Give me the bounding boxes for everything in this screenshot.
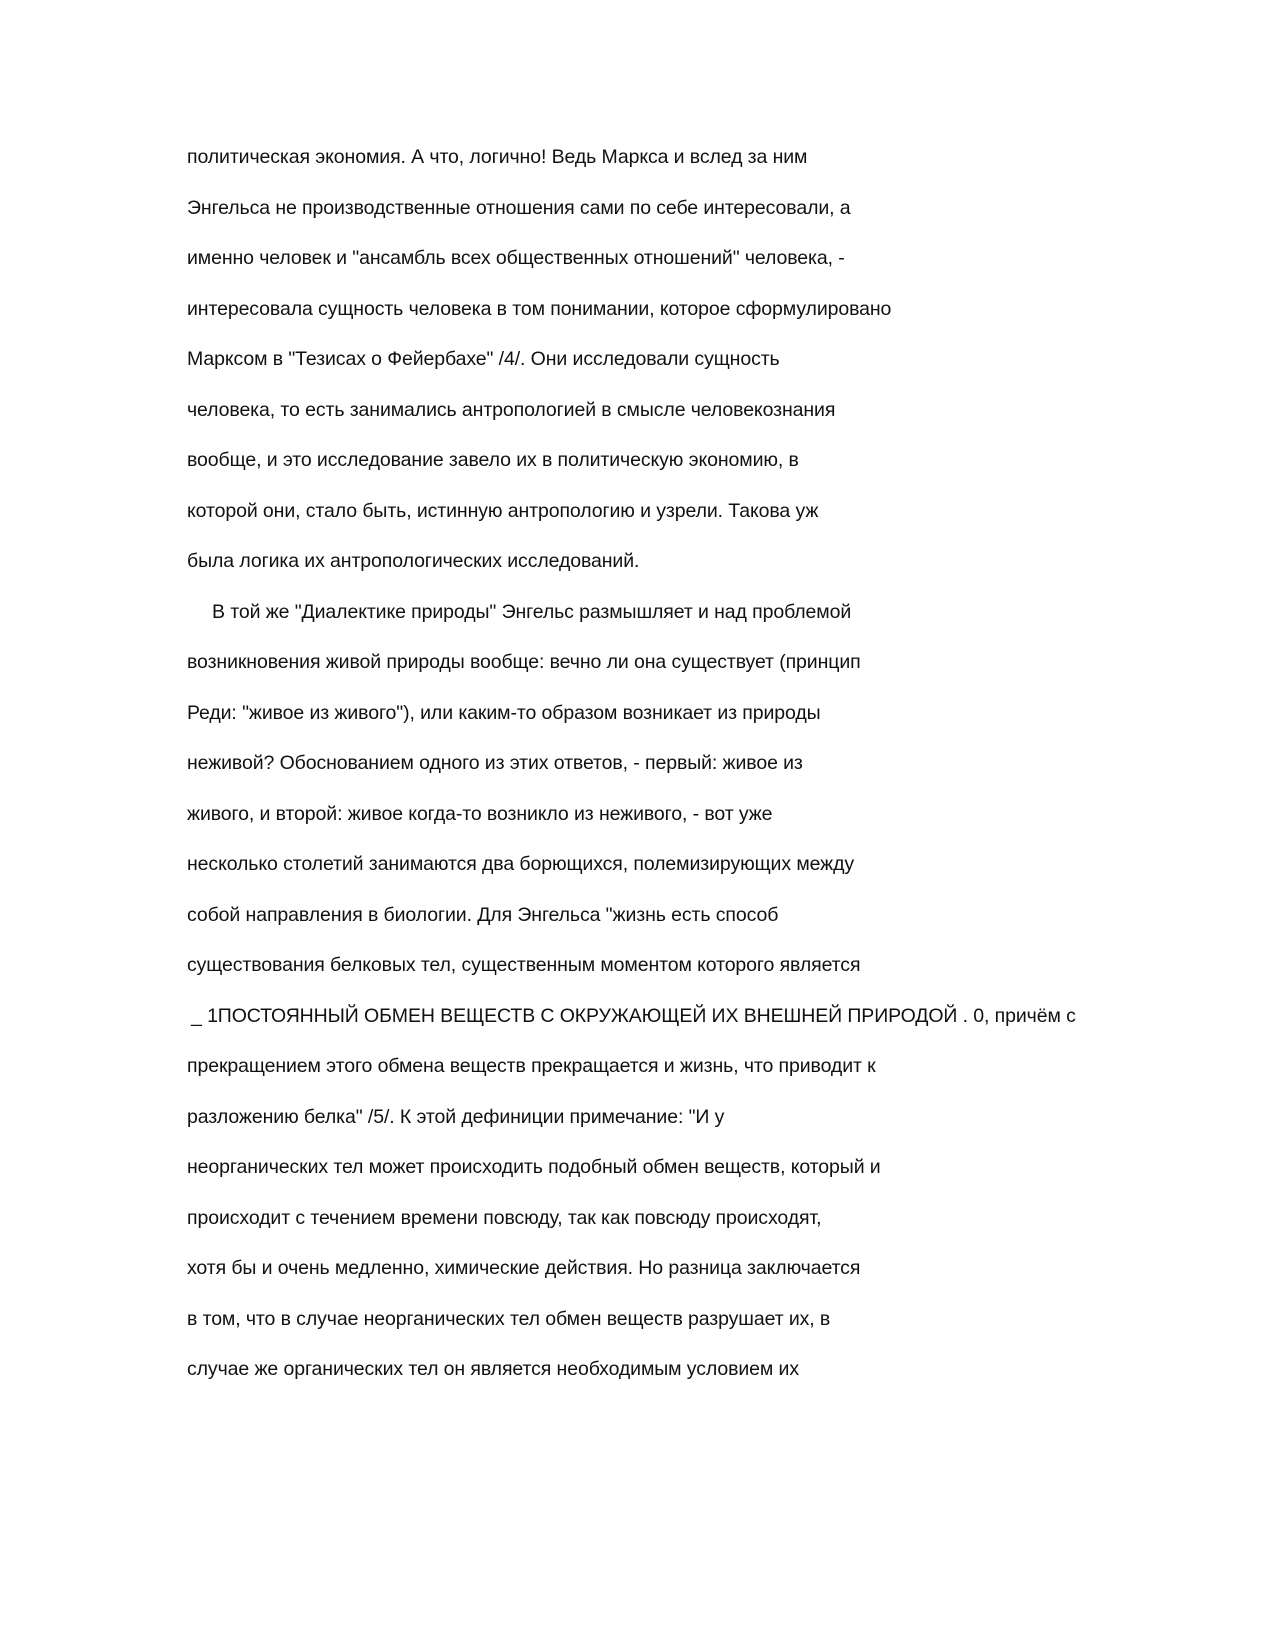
text-line: возникновения живой природы вообще: вечно ли она существует (принцип xyxy=(187,651,861,673)
text-line: человека, то есть занимались антропологией в смысле человекознания xyxy=(187,399,836,421)
text-line: была логика их антропологических исследований. xyxy=(187,550,640,572)
text-line: интересовала сущность человека в том понимании, которое сформулировано xyxy=(187,298,892,320)
text-line: несколько столетий занимаются два борющихся, полемизирующих между xyxy=(187,853,855,875)
text-line-uppercase: _ 1ПОСТОЯННЫЙ ОБМЕН ВЕЩЕСТВ С ОКРУЖАЮЩЕЙ ИХ ВНЕШНЕЙ ПРИРОДОЙ . 0, причём с xyxy=(191,1005,1076,1027)
text-line: Энгельса не производственные отношения сами по себе интересовали, а xyxy=(187,197,851,219)
text-line: существования белковых тел, существенным моментом которого является xyxy=(187,954,861,976)
text-line: Марксом в "Тезисах о Фейербахе" /4/. Они исследовали сущность xyxy=(187,348,780,370)
text-line: политическая экономия. А что, логично! Ведь Маркса и вслед за ним xyxy=(187,146,808,168)
text-line: неживой? Обоснованием одного из этих ответов, - первый: живое из xyxy=(187,752,803,774)
text-line: хотя бы и очень медленно, химические действия. Но разница заключается xyxy=(187,1257,861,1279)
text-line: именно человек и "ансамбль всех общественных отношений" человека, - xyxy=(187,247,845,269)
text-line: случае же органических тел он является необходимым условием их xyxy=(187,1358,799,1380)
text-line: Реди: "живое из живого"), или каким-то образом возникает из природы xyxy=(187,702,821,724)
text-line: разложению белка" /5/. К этой дефиниции примечание: "И у xyxy=(187,1106,725,1128)
text-line: собой направления в биологии. Для Энгельса "жизнь есть способ xyxy=(187,904,779,926)
text-line: неорганических тел может происходить подобный обмен веществ, который и xyxy=(187,1156,881,1178)
text-line: живого, и второй: живое когда-то возникло из неживого, - вот уже xyxy=(187,803,773,825)
text-line: вообще, и это исследование завело их в политическую экономию, в xyxy=(187,449,799,471)
text-line: происходит с течением времени повсюду, так как повсюду происходят, xyxy=(187,1207,822,1229)
text-line: прекращением этого обмена веществ прекращается и жизнь, что приводит к xyxy=(187,1055,876,1077)
text-line: которой они, стало быть, истинную антропологию и узрели. Такова уж xyxy=(187,500,819,522)
text-line: в том, что в случае неорганических тел обмен веществ разрушает их, в xyxy=(187,1308,831,1330)
paragraph-first-line: В той же "Диалектике природы" Энгельс размышляет и над проблемой xyxy=(212,601,852,623)
